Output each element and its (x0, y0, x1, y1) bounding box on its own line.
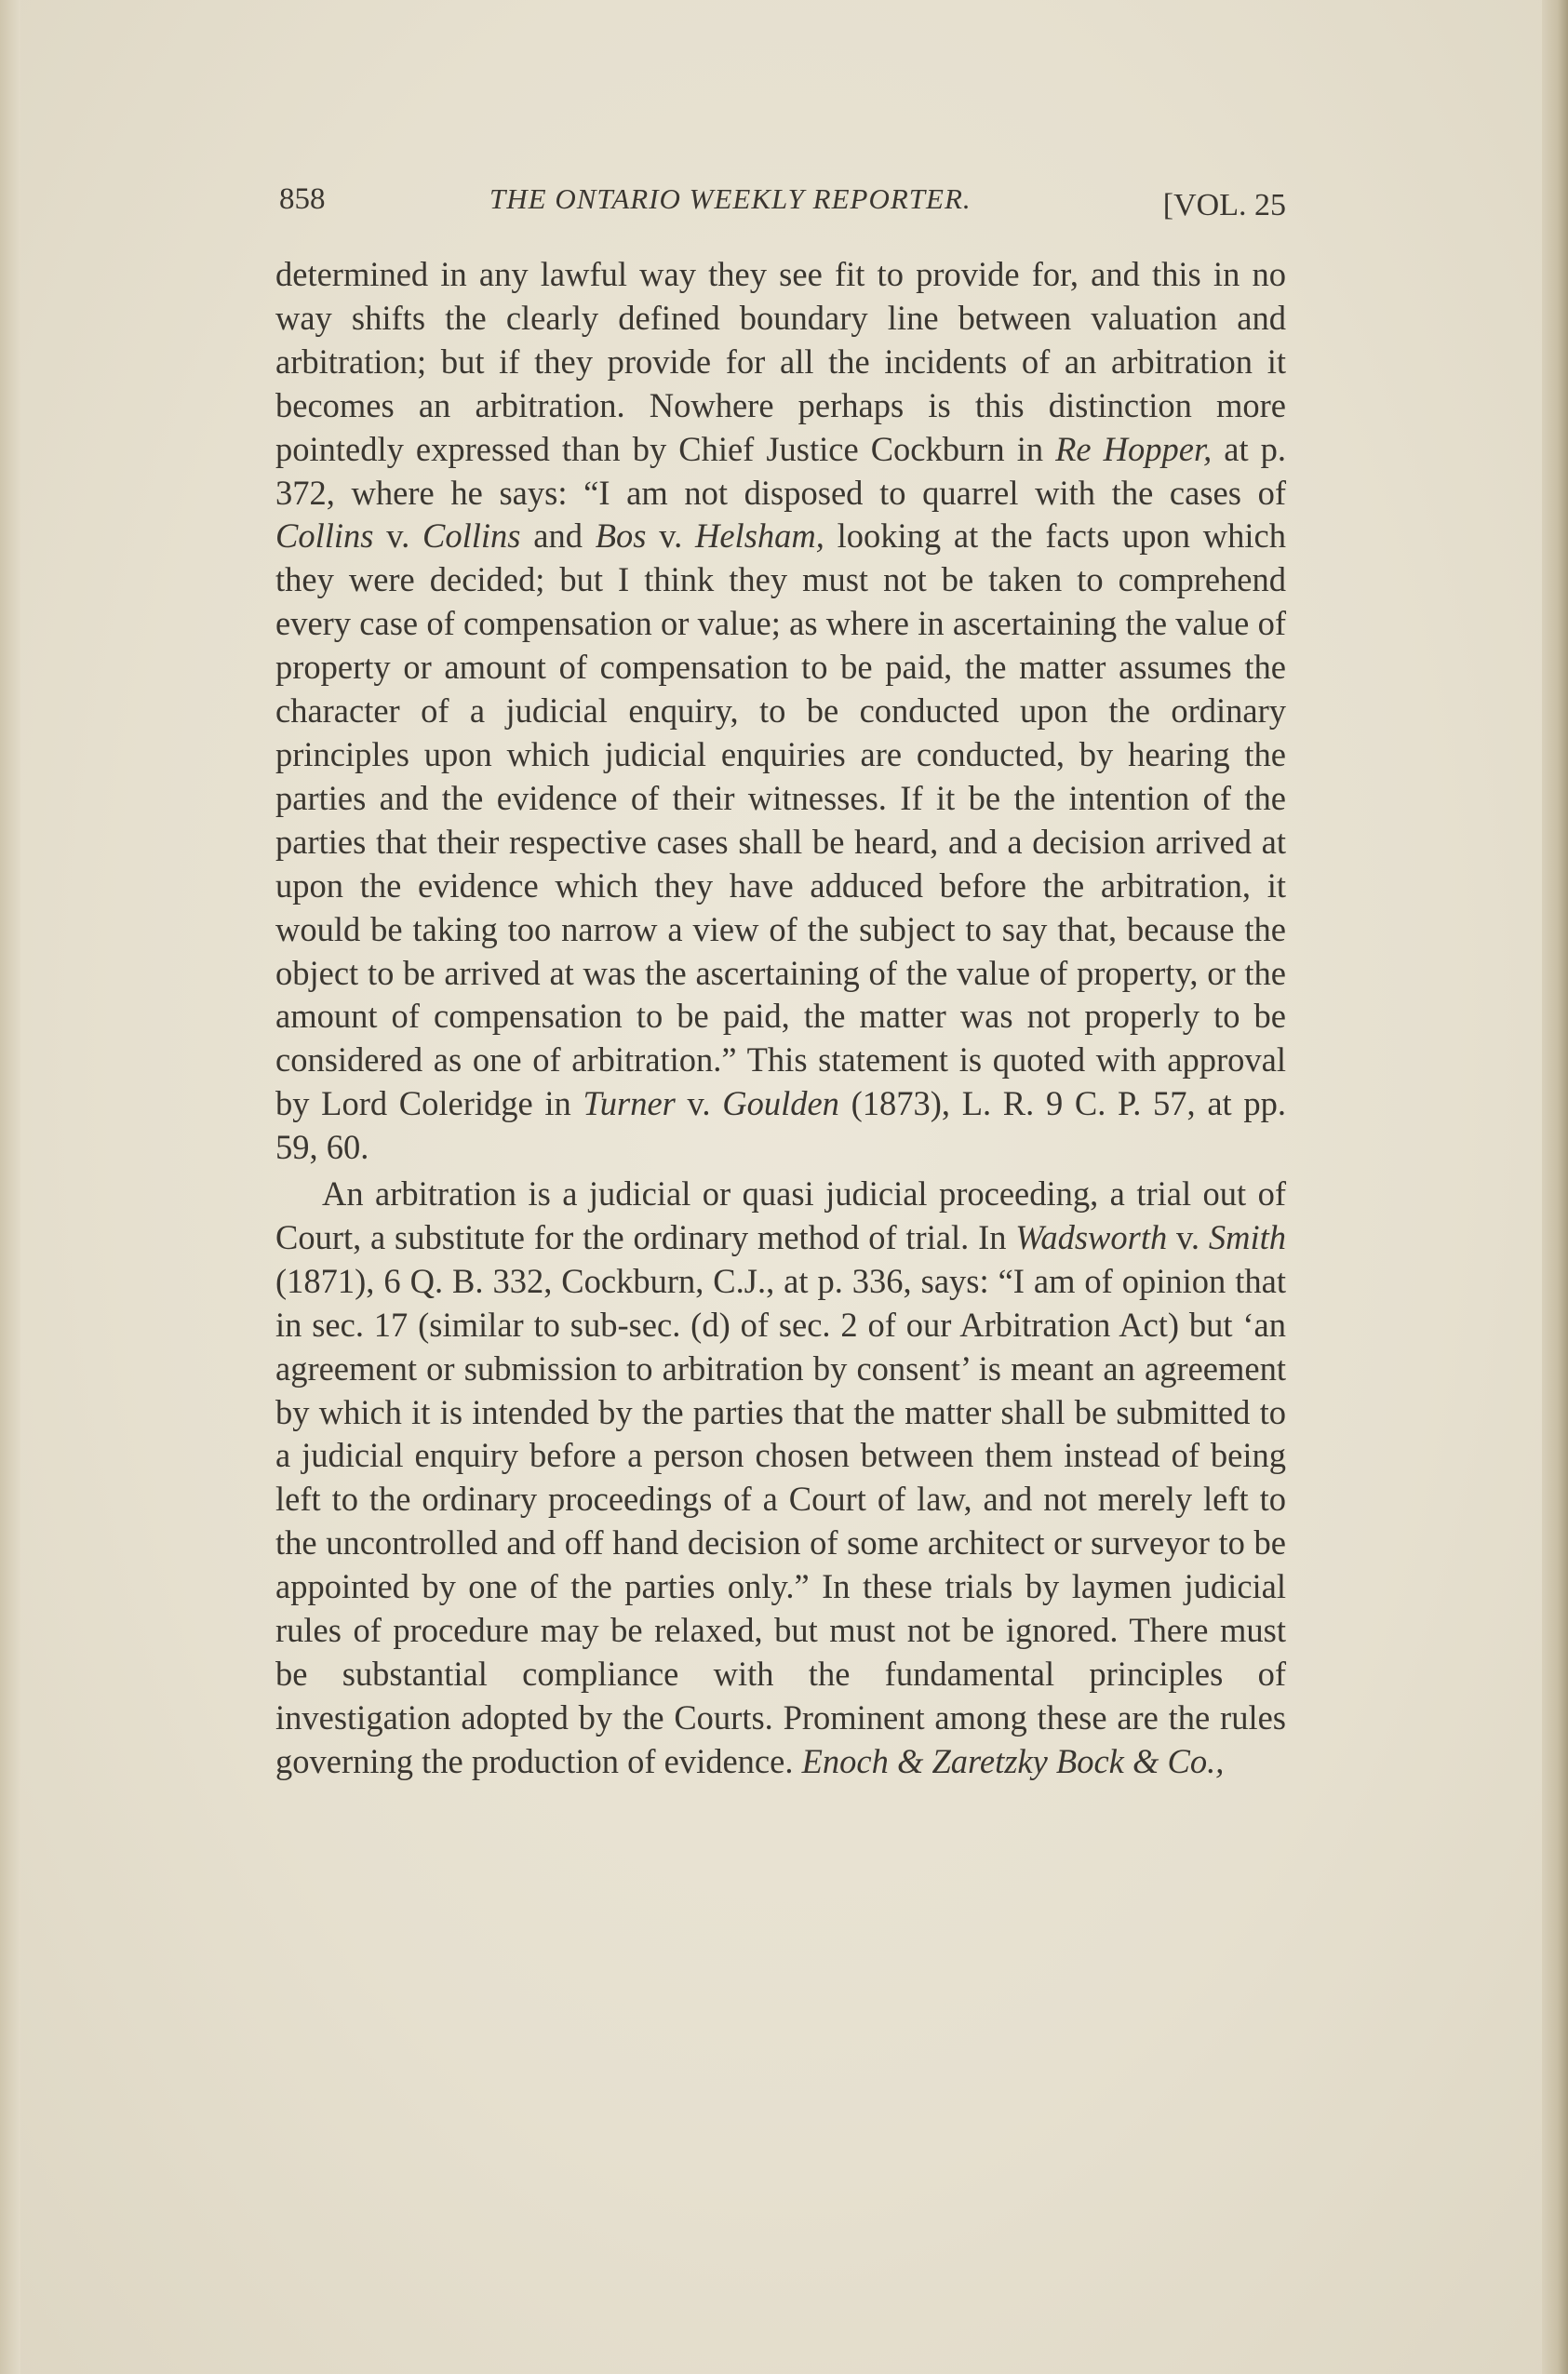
page-right-edge (1542, 0, 1568, 2374)
text-segment: v. (646, 516, 695, 556)
text-segment: v. (1167, 1217, 1209, 1256)
case-name-segment: Smith (1208, 1217, 1286, 1256)
case-name-segment: Collins (422, 516, 521, 556)
case-name-segment: Helsham, (695, 516, 824, 556)
text-segment: v. (373, 516, 423, 556)
text-segment: (1871), 6 Q. B. 332, Cockburn, C.J., at p. 336, says: “I am of opinion that in sec. 17 (similar to sub-sec. (d) of sec. 2 of our Arbitration Act) but ‘an agreement or submission to arbitration by consent’ is meant an agreement by which it is intended by the parties that the matter shall be submitted to a judicial enquiry before a person chosen between them instead of being left to the ordinary proceedings of a Court of law, and not merely left to the uncontrolled and off hand decision of some architect or surveyor to be appointed by one of the parties only.” In these trials by laymen judicial rules of procedure may be relaxed, but must not be ignored. There must be substantial compliance with the fundamental principles of investigation adopted by the Courts. Prominent among these are the rules governing the production of evidence. (275, 1261, 1286, 1780)
case-name-segment: Enoch & Zaretzky Bock & Co., (801, 1741, 1225, 1780)
case-name-segment: Bos (595, 516, 647, 556)
case-name-segment: Re Hopper, (1055, 429, 1213, 468)
page-left-edge (0, 0, 20, 2374)
case-name-segment: Collins (275, 516, 374, 556)
text-segment: v. (675, 1084, 723, 1123)
paragraph-1 (275, 253, 1286, 1170)
text-segment: An arbitration is a judicial or quasi judicial proceeding, a trial out of Court, a substitute for the ordinary method of trial. In (275, 1174, 1286, 1256)
case-name-segment: Turner (583, 1084, 676, 1123)
body-text (275, 253, 1286, 1784)
volume-label: [VOL. 25 (1162, 188, 1286, 222)
text-segment: (1873), L. R. 9 C. P. 57, at pp. 59, 60. (275, 1084, 1286, 1167)
page-number: 858 (279, 182, 326, 216)
case-name-segment: Wadsworth (1015, 1217, 1168, 1256)
text-segment: determined in any lawful way they see fit to provide for, and this in no way shifts the clearly defined boundary line between valuation and arbitration; but if they provide for all the incidents of an arbitration it becomes an arbitration. Nowhere perhaps is this distinction more pointedly expressed than by Chief Justice Cockburn in (275, 255, 1286, 468)
text-segment: looking at the facts upon which they were decided; but I think they must not be taken to comprehend every case of compensation or value; as where in ascertaining the value of property or amount of compensation to be paid, the matter assumes the character of a judicial enquiry, to be conducted upon the ordinary principles upon which judicial enquiries are conducted, by hearing the parties and the evidence of their witnesses. If it be the intention of the parties that their respective cases shall be heard, and a decision arrived at upon the evidence which they have adduced before the arbitration, it would be taking too narrow a view of the subject to say that, because the object to be arrived at was the ascertaining of the value of property, or the amount of compensation to be paid, the matter was not properly to be considered as one of arbitration.” This statement is quoted with approval by Lord Coleridge in (275, 516, 1286, 1123)
paragraph-2 (275, 1173, 1286, 1784)
page-header (279, 182, 1286, 238)
text-segment: and (520, 516, 596, 556)
text-segment: at p. 372, where he says: “I am not disposed to quarrel with the cases of (275, 429, 1287, 512)
running-title: THE ONTARIO WEEKLY REPORTER. (489, 182, 972, 215)
case-name-segment: Goulden (722, 1084, 839, 1123)
